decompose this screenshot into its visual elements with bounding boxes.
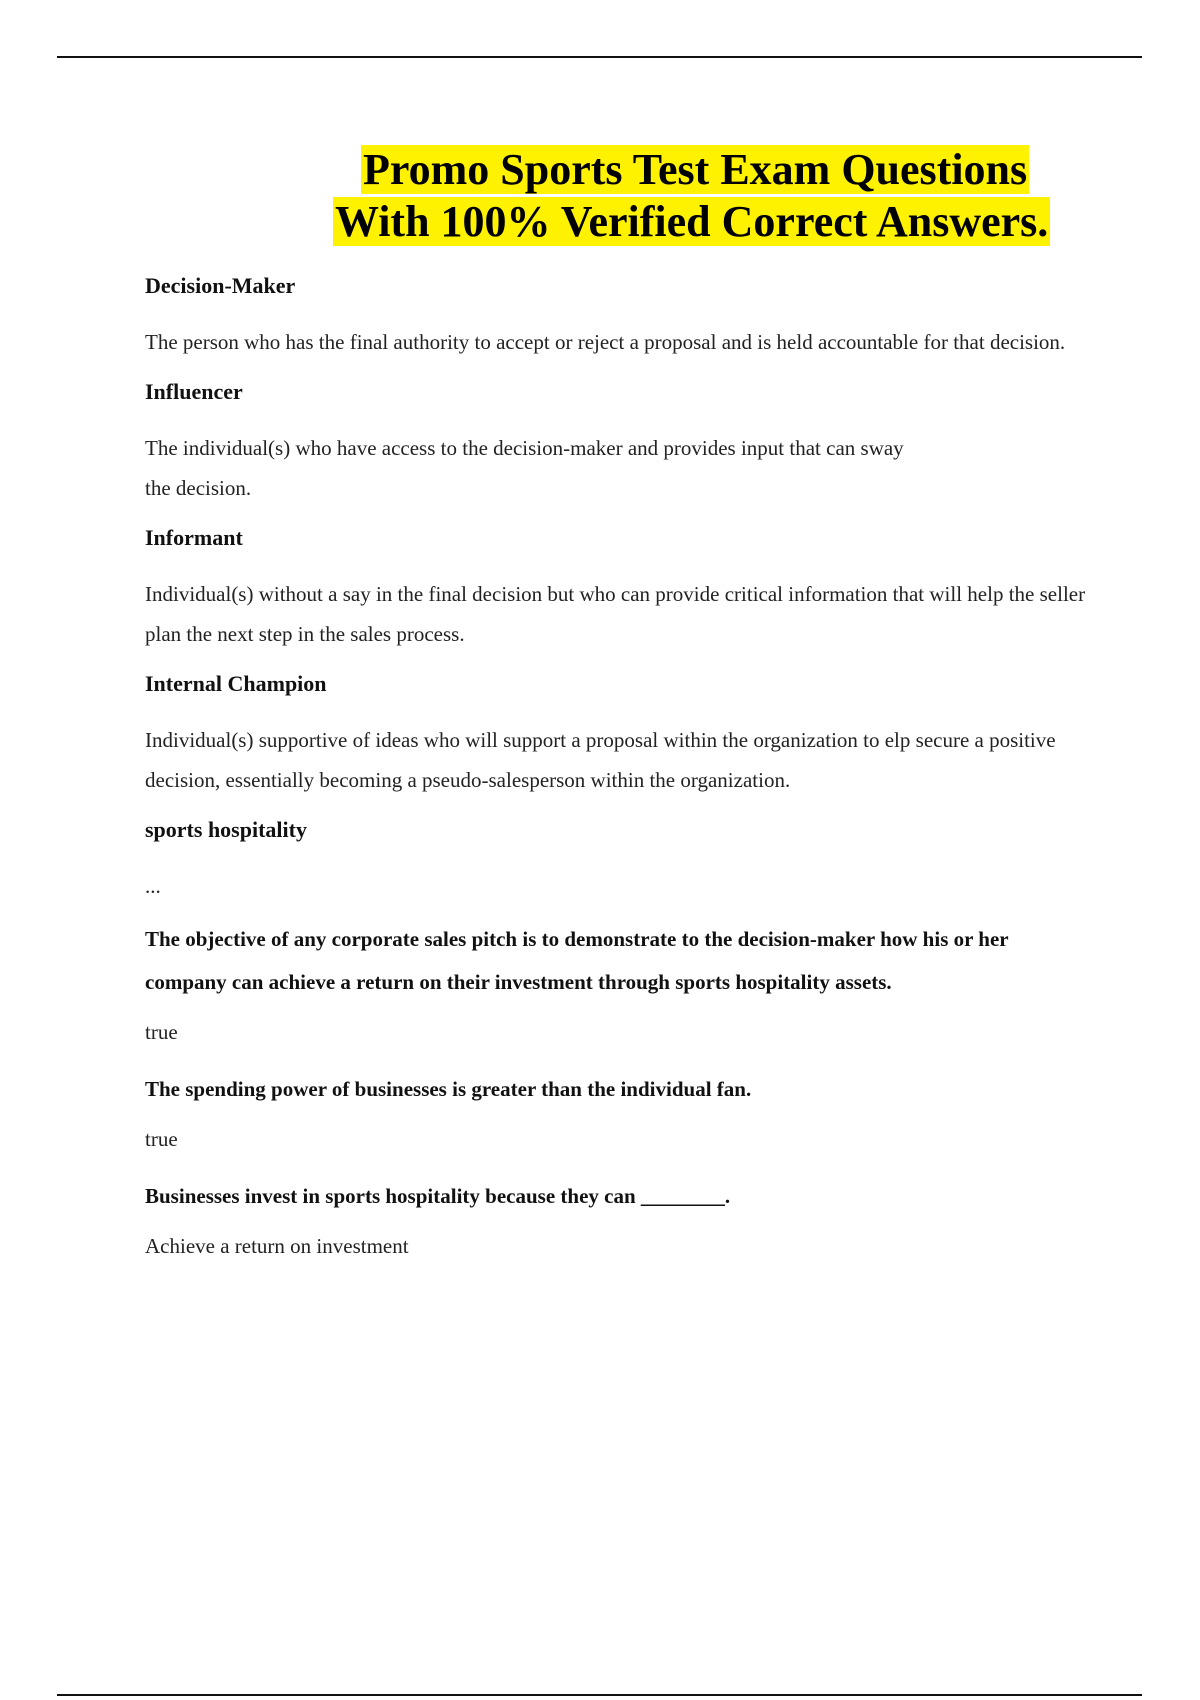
definition-influencer: The individual(s) who have access to the decision-maker and provides input that can sway the decision. — [145, 436, 904, 500]
question-1: The objective of any corporate sales pitch is to demonstrate to the decision-maker how his or her company can achieve a return on their investment through sports hospitality assets. — [145, 927, 1009, 994]
title-line-1: Promo Sports Test Exam Questions — [363, 145, 1028, 194]
term-informant: Informant — [145, 525, 243, 550]
answer-1: true — [145, 1020, 178, 1044]
answer-2: true — [145, 1127, 178, 1151]
top-rule — [57, 56, 1142, 58]
definition-internal-champion: Individual(s) supportive of ideas who will support a proposal within the organization to elp secure a positive decision, essentially becoming a pseudo-salesperson within the organization. — [145, 728, 1056, 792]
document-body — [145, 268, 1095, 1282]
question-3: Businesses invest in sports hospitality because they can ________. — [145, 1184, 731, 1208]
definition-sports-hospitality: ... — [145, 874, 161, 898]
bottom-rule — [57, 1694, 1142, 1696]
definition-decision-maker: The person who has the final authority to accept or reject a proposal and is held accountable for that decision. — [145, 330, 1066, 354]
term-influencer: Influencer — [145, 379, 243, 404]
definition-informant: Individual(s) without a say in the final decision but who can provide critical information that will help the seller plan the next step in the sales process. — [145, 582, 1086, 646]
answer-3: Achieve a return on investment — [145, 1234, 409, 1258]
question-2: The spending power of businesses is greater than the individual fan. — [145, 1077, 752, 1101]
term-sports-hospitality: sports hospitality — [145, 817, 307, 842]
term-internal-champion: Internal Champion — [145, 671, 327, 696]
title-line-2: With 100% Verified Correct Answers. — [335, 197, 1049, 246]
term-decision-maker: Decision-Maker — [145, 273, 296, 298]
